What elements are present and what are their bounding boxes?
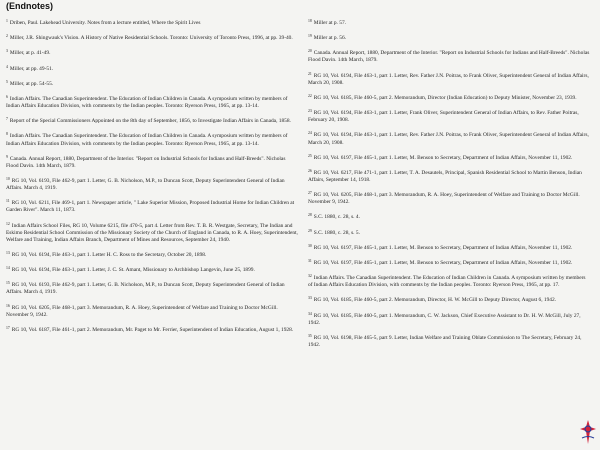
endnote-text: Canada. Annual Report, 1880, Department of the Interior. "Report on Industrial Schools for Indians and Half-Breeds". Nicholas Flood Davin. 14th March, 1879. [308, 50, 590, 64]
endnote-item [308, 153, 590, 162]
endnote-item [6, 18, 298, 27]
endnote-text: RG 10, Vol. 6193, File 462-9, part 1. Letter, G. B. Nicholson, M.P., to Duncan Scott, Deputy Superintendent General of Indian Affairs. March 4, 1919. [6, 177, 285, 192]
endnote-item [6, 265, 298, 274]
endnote-text: RG 10, Vol. 6197, File 465-1, part 1. Letter, M. Benson to Secretary, Department of Indian Affairs, November 11, 1902. [313, 260, 573, 266]
endnote-text: RG 10, Vol. 6194, File 463-1, part 1. Letter, J. C. St. Amant, Missionary to Archbishop Langevin, June 25, 1899. [11, 267, 255, 274]
endnote-item [6, 48, 298, 57]
endnote-item [308, 243, 590, 252]
endnote-item [6, 250, 298, 259]
endnote-text: RG 10, Vol. 6205, File 468-1, part 3. Memorandum, R. A. Hoey, Superintendent of Welfare and Training to Doctor McGill. November 9, 1942. [6, 304, 278, 318]
endnote-number: 4 [6, 64, 8, 69]
endnote-number: 35 [308, 333, 312, 338]
endnote-item [6, 154, 298, 170]
endnote-item [308, 212, 590, 221]
endnote-text: RG 10, Vol. 6194, File 463-1, part 1. Letter, Frank Oliver, Superintendent General of Indian Affairs, to Rev. Father Poitras, February 20, 1908. [308, 110, 579, 124]
endnote-number: 12 [6, 221, 10, 226]
endnote-text: RG 10, Vol. 6197, File 465-1, part 1. Letter, M. Benson to Secretary, Department of Indian Affairs, November 11, 1902. [313, 154, 573, 161]
endnote-text: RG 10, Vol. 6211, File 469-1, part 1. Newspaper article, " Lake Superior Mission, Proposed Industrial Home for Indian Children at Garden River". March 11, 1873. [6, 200, 295, 214]
endnote-item [308, 130, 590, 146]
endnote-number: 34 [308, 311, 312, 316]
endnote-text: RG 10, Vol. 6197, File 465-1, part 1. Letter, M. Benson to Secretary, Department of Indian Affairs, November 11, 1902. [313, 244, 573, 251]
endnote-number: 18 [308, 19, 312, 23]
endnote-item [6, 116, 298, 125]
endnote-item [6, 33, 298, 42]
endnote-text: Indian Affairs. The Canadian Superintendent. The Education of Indian Children in Canada. A symposium written by members of Indian Affairs Education Division, with comments by the Indian peoples. Toronto: Ryerson Press, 1965, at pp. 13-14. [6, 95, 288, 110]
endnote-text: RG 10, Vol. 6205, File 468-1, part 3. Memorandum, R. A. Hoey, Superintendent of Welfare and Training to Doctor McGill. November 9, 1942. [308, 192, 580, 206]
endnote-item [308, 258, 590, 267]
endnote-text: RG 10, Vol. 6198, File 465-5, part 9. Letter, Indian Welfare and Training Oblate Commission to The Secretary, February 24, 1942. [308, 334, 582, 349]
endnote-number: 6 [6, 94, 8, 99]
endnote-item [308, 228, 590, 237]
endnote-number: 30 [308, 243, 312, 248]
endnote-item [308, 33, 590, 42]
endnote-text: RG 10, Vol. 6185, File 460-5, part 1. Memorandum, C. W. Jackson, Chief Executive Assistant to Dr. H. W. McGill, July 27, 1942. [308, 312, 581, 326]
endnote-number: 27 [308, 191, 312, 196]
endnote-number: 26 [308, 168, 312, 173]
endnote-number: 14 [6, 266, 10, 271]
endnote-text: Miller, at pp. 49-51. [9, 65, 54, 72]
endnote-item [308, 333, 590, 349]
endnote-text: S.C. 1880, c. 28, s. 5. [313, 229, 360, 236]
endnote-text: Indian Affairs. The Canadian Superintendent. The Education of Indian Children in Canada. A symposium written by members of Indian Affairs Education Division, with comments by the Indian peoples. Toronto: Ryerson Press, 1965, at pp. 17. [308, 275, 586, 289]
endnote-item [308, 273, 590, 289]
endnote-text: Miller, at pp. 54-55. [9, 80, 54, 87]
endnote-number: 8 [6, 132, 8, 137]
endnote-text: RG 10, Vol. 6194, File 463-1, part 1. Letter, Rev. Father J.N. Poitras, to Frank Oliver, Superintendent General of Indian Affairs, March 20, 1908. [308, 72, 589, 86]
endnote-number: 31 [308, 259, 312, 263]
endnote-text: RG 10, Vol. 6194, File 463-1, part 1. Letter, Rev. Father J.N. Poitras, to Frank Oliver, Superintendent General of Indian Affairs, March 20, 1908. [308, 132, 589, 146]
endnotes-left-column [6, 18, 298, 340]
endnote-number: 32 [308, 274, 312, 279]
endnote-number: 2 [6, 34, 8, 39]
endnote-number: 17 [6, 325, 10, 330]
endnote-text: Miller, at p. 41-49. [9, 50, 51, 57]
endnote-item [308, 168, 590, 184]
endnote-item [6, 280, 298, 296]
endnote-item [6, 131, 298, 147]
endnote-number: 5 [6, 79, 8, 84]
endnote-item [308, 93, 590, 102]
endnote-item [308, 48, 590, 64]
endnote-item [308, 18, 590, 27]
endnote-text: RG 10, Vol. 6217, File 471-1, part 1. Letter, T. A. Desautels, Principal, Spanish Residential School to Martin Benson, Indian Affairs, September 14, 1918. [308, 169, 582, 183]
endnote-number: 19 [308, 34, 312, 39]
endnote-text: Miller, J.R. Shingwauk's Vision. A History of Native Residential Schools. Toronto: University of Toronto Press, 1996, at pp. 39-40. [9, 35, 293, 42]
endnotes-right-column [308, 18, 590, 355]
endnote-item [6, 198, 298, 214]
endnote-number: 15 [6, 281, 10, 286]
endnote-item [308, 190, 590, 206]
endnote-item [6, 303, 298, 319]
endnote-text: RG 10, Vol. 6185, File 460-5, part 2. Memorandum, Director, H. W. McGill to Deputy Director, August 6, 1942. [313, 297, 557, 304]
endnote-text: RG 10, Vol. 6193, File 462-9, part 1. Letter, G. B. Nicholson, M.P., to Duncan Scott, Deputy Superintendent General of Indian Affairs. March 4, 1919. [6, 282, 285, 296]
endnote-number: 28 [308, 213, 312, 218]
endnote-text: Miller at p. 57. [313, 20, 346, 26]
endnote-number: 9 [6, 154, 8, 159]
endnote-number: 29 [308, 228, 312, 233]
endnote-text: Report of the Special Commissioners Appointed on the 8th day of September, 1856, to Investigate Indian Affairs in Canada, 1858. [9, 118, 291, 125]
endnote-number: 11 [6, 199, 10, 204]
endnote-item [6, 325, 298, 334]
endnote-number: 20 [308, 49, 312, 54]
endnote-text: RG 10, Vol. 6185, File 460-5, part 2. Memorandum, Director (Indian Education) to Deputy Minister, November 23, 1939. [313, 94, 577, 101]
endnote-number: 7 [6, 117, 8, 122]
cross-emblem-icon [578, 418, 598, 446]
endnote-number: 16 [6, 303, 10, 308]
endnote-text: S.C. 1880, c. 28, s. 4. [313, 214, 360, 221]
endnote-item [6, 221, 298, 244]
endnote-number: 1 [6, 19, 8, 23]
endnote-text: Miller at p. 56. [313, 35, 346, 42]
endnote-number: 33 [308, 296, 312, 301]
endnote-number: 10 [6, 176, 10, 181]
endnote-text: Indian Affairs School Files, RG 10, Volume 6215, file 470-5, part 4. Letter from Rev. T. B. R. Westgate, Secretary, The Indian and Eskimo Residential School Commission of the Missionary Society of the Church of England in Canada, to R. A. Hoey, Superintendent, Welfare and Training, Indian Affairs Branch, Department of Mines and Resources, September 24, 1940. [6, 222, 298, 243]
endnote-text: RG 10, Vol. 6194, File 463-1, part 1. Letter H. C. Ross to the Secretary, October 20, 1898. [11, 251, 207, 258]
endnote-item [308, 295, 590, 304]
endnote-number: 22 [308, 93, 312, 98]
page-heading: (Endnotes) [6, 1, 53, 11]
endnote-number: 3 [6, 49, 8, 54]
endnote-number: 23 [308, 109, 312, 114]
endnote-item [6, 176, 298, 192]
endnote-text: Driben, Paul. Lakehead University. Notes from a lecture entitled, Where the Spirit Lives [9, 20, 201, 26]
endnote-number: 25 [308, 153, 312, 158]
endnote-item [6, 79, 298, 88]
endnote-item [308, 108, 590, 124]
endnote-text: Indian Affairs. The Canadian Superintendent. The Education of Indian Children in Canada. A symposium written by members of Indian Affairs Education Division, with comments by the Indian peoples. Toronto: Ryerson Press, 1965, at pp. 13-14. [6, 133, 288, 147]
endnote-text: RG 10, Vol. 6187, File 461-1, part 2. Memorandum, Mr. Paget to Mr. Ferrier, Superintendent of Indian Education, August 1, 1928. [11, 326, 294, 333]
endnote-item [6, 64, 298, 73]
endnote-number: 24 [308, 131, 312, 136]
endnote-item [308, 71, 590, 87]
endnote-number: 13 [6, 250, 10, 255]
endnote-text: Canada. Annual Report, 1880, Department of the Interior. "Report on Industrial Schools for Indians and Half-Breeds". Nicholas Flood Davin. 14th March, 1879. [6, 155, 286, 169]
endnote-item [308, 311, 590, 327]
endnote-number: 21 [308, 71, 312, 76]
endnote-item [6, 94, 298, 110]
